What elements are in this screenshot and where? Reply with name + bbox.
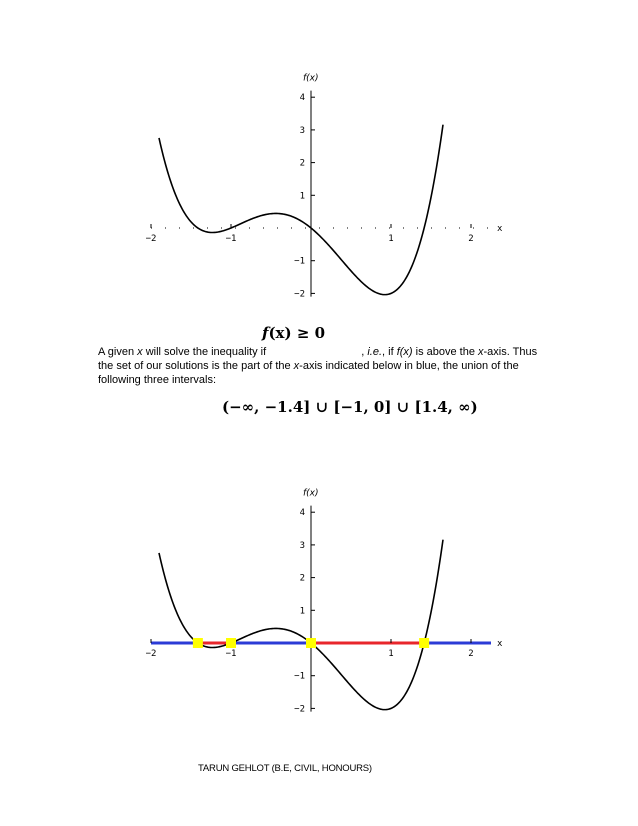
- plot-top: [0, 60, 638, 320]
- x-tick-label: −1: [225, 649, 237, 659]
- series-line-f: [159, 540, 443, 710]
- para-text-2: will solve the inequality if: [142, 346, 270, 358]
- para-text-1: A given: [98, 346, 138, 358]
- para-x-2: x: [478, 346, 484, 358]
- para-fx: f(x): [396, 346, 413, 358]
- x-tick-label: −2: [145, 649, 157, 659]
- chart-2-group: [146, 489, 503, 715]
- chart-bottom-svg: [0, 475, 638, 735]
- root-marker: [193, 638, 203, 648]
- y-tick-label: −2: [294, 704, 305, 715]
- y-tick-label: −1: [294, 256, 305, 267]
- x-tick-label: 1: [388, 234, 394, 244]
- ineq-rest: (x) ≥ 0: [268, 324, 326, 342]
- author-footer: TARUN GEHLOT (B.E, CIVIL, HONOURS): [198, 763, 372, 774]
- root-marker: [306, 638, 316, 648]
- para-text-5: is above the: [412, 346, 479, 358]
- y-tick-label: −1: [294, 671, 305, 682]
- union-formula: (−∞, −1.4] ∪ [−1, 0] ∪ [1.4, ∞): [222, 398, 478, 416]
- y-tick-label: 4: [299, 93, 305, 104]
- root-marker: [419, 638, 429, 648]
- x-tick-label: 2: [468, 649, 474, 659]
- y-tick-label: 2: [299, 573, 305, 584]
- chart-1-group: [146, 74, 503, 300]
- x-axis-label: x: [497, 639, 503, 649]
- y-tick-label: 3: [299, 125, 305, 136]
- inequality-formula: [262, 324, 325, 342]
- para-text-4: , if: [382, 346, 397, 358]
- x-axis-label: x: [497, 224, 503, 234]
- root-marker: [226, 638, 236, 648]
- y-tick-label: −2: [294, 289, 305, 300]
- para-text-6: -axis. Thus the set of our solutions is the part of the: [98, 346, 538, 372]
- ineq-f: f: [262, 324, 269, 342]
- y-axis-label: f(x): [303, 73, 319, 84]
- x-tick-label: −2: [145, 234, 157, 244]
- chart-top-svg: [0, 60, 638, 320]
- x-tick-label: −1: [225, 234, 237, 244]
- para-x-1: x: [137, 346, 143, 358]
- y-tick-label: 2: [299, 158, 305, 169]
- para-text-3: ,: [361, 346, 368, 358]
- y-tick-label: 4: [299, 508, 305, 519]
- y-axis-label: f(x): [303, 488, 319, 499]
- para-ie: i.e.: [367, 346, 383, 358]
- series-line-f: [159, 125, 443, 295]
- plot-bottom: [0, 475, 638, 735]
- y-tick-label: 3: [299, 540, 305, 551]
- para-text-7: -axis indicated below in blue, the union of the following three intervals:: [98, 360, 519, 386]
- para-x-3: x: [293, 360, 300, 372]
- x-tick-label: 2: [468, 234, 474, 244]
- explanation-paragraph: [98, 345, 548, 387]
- y-tick-label: 1: [299, 191, 305, 202]
- x-tick-label: 1: [388, 649, 394, 659]
- y-tick-label: 1: [299, 606, 305, 617]
